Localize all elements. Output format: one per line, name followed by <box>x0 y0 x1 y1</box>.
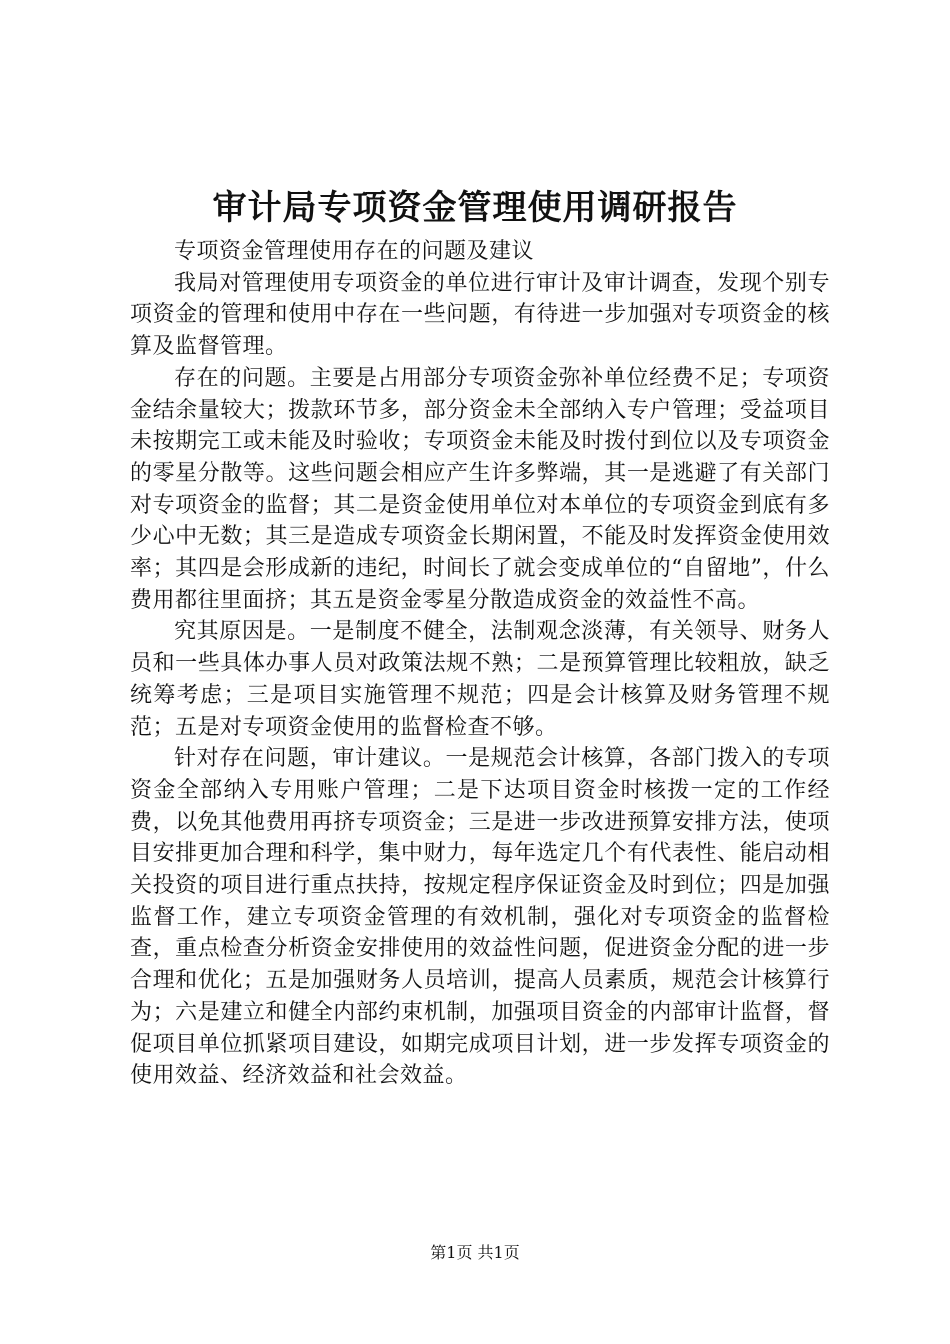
document-body <box>130 236 830 1092</box>
document-title: 审计局专项资金管理使用调研报告 <box>212 188 738 228</box>
page-footer: 第1页 共1页 <box>430 1243 520 1262</box>
section-subtitle: 专项资金管理使用存在的问题及建议 <box>174 239 535 264</box>
causes-paragraph: 究其原因是。一是制度不健全，法制观念淡薄，有关领导、财务人员和一些具体办事人员对政策法规不熟；二是预算管理比较粗放，缺乏统筹考虑；三是项目实施管理不规范；四是会计核算及财务管理不规范；五是对专项资金使用的监督检查不够。 <box>130 619 830 740</box>
intro-paragraph: 我局对管理使用专项资金的单位进行审计及审计调查，发现个别专项资金的管理和使用中存在一些问题，有待进一步加强对专项资金的核算及监督管理。 <box>130 270 830 360</box>
problems-paragraph: 存在的问题。主要是占用部分专项资金弥补单位经费不足；专项资金结余量较大；拨款环节多，部分资金未全部纳入专户管理；受益项目未按期完工或未能及时验收；专项资金未能及时拨付到位以及专项资金的零星分散等。这些问题会相应产生许多弊端，其一是逃避了有关部门对专项资金的监督；其二是资金使用单位对本单位的专项资金到底有多少心中无数；其三是造成专项资金长期闲置，不能及时发挥资金使用效率；其四是会形成新的违纪，时间长了就会变成单位的“自留地”，什么费用都往里面挤；其五是资金零星分散造成资金的效益性不高。 <box>130 365 830 613</box>
suggestions-paragraph: 针对存在问题，审计建议。一是规范会计核算，各部门拨入的专项资金全部纳入专用账户管理；二是下达项目资金时核拨一定的工作经费，以免其他费用再挤专项资金；三是进一步改进预算安排方法，使项目安排更加合理和科学，集中财力，每年选定几个有代表性、能启动相关投资的项目进行重点扶持，按规定程序保证资金及时到位；四是加强监督工作，建立专项资金管理的有效机制，强化对专项资金的监督检查，重点检查分析资金安排使用的效益性问题，促进资金分配的进一步合理和优化；五是加强财务人员培训，提高人员素质，规范会计核算行为；六是建立和健全内部约束机制，加强项目资金的内部审计监督，督促项目单位抓紧项目建设，如期完成项目计划，进一步发挥专项资金的使用效益、经济效益和社会效益。 <box>130 746 830 1089</box>
